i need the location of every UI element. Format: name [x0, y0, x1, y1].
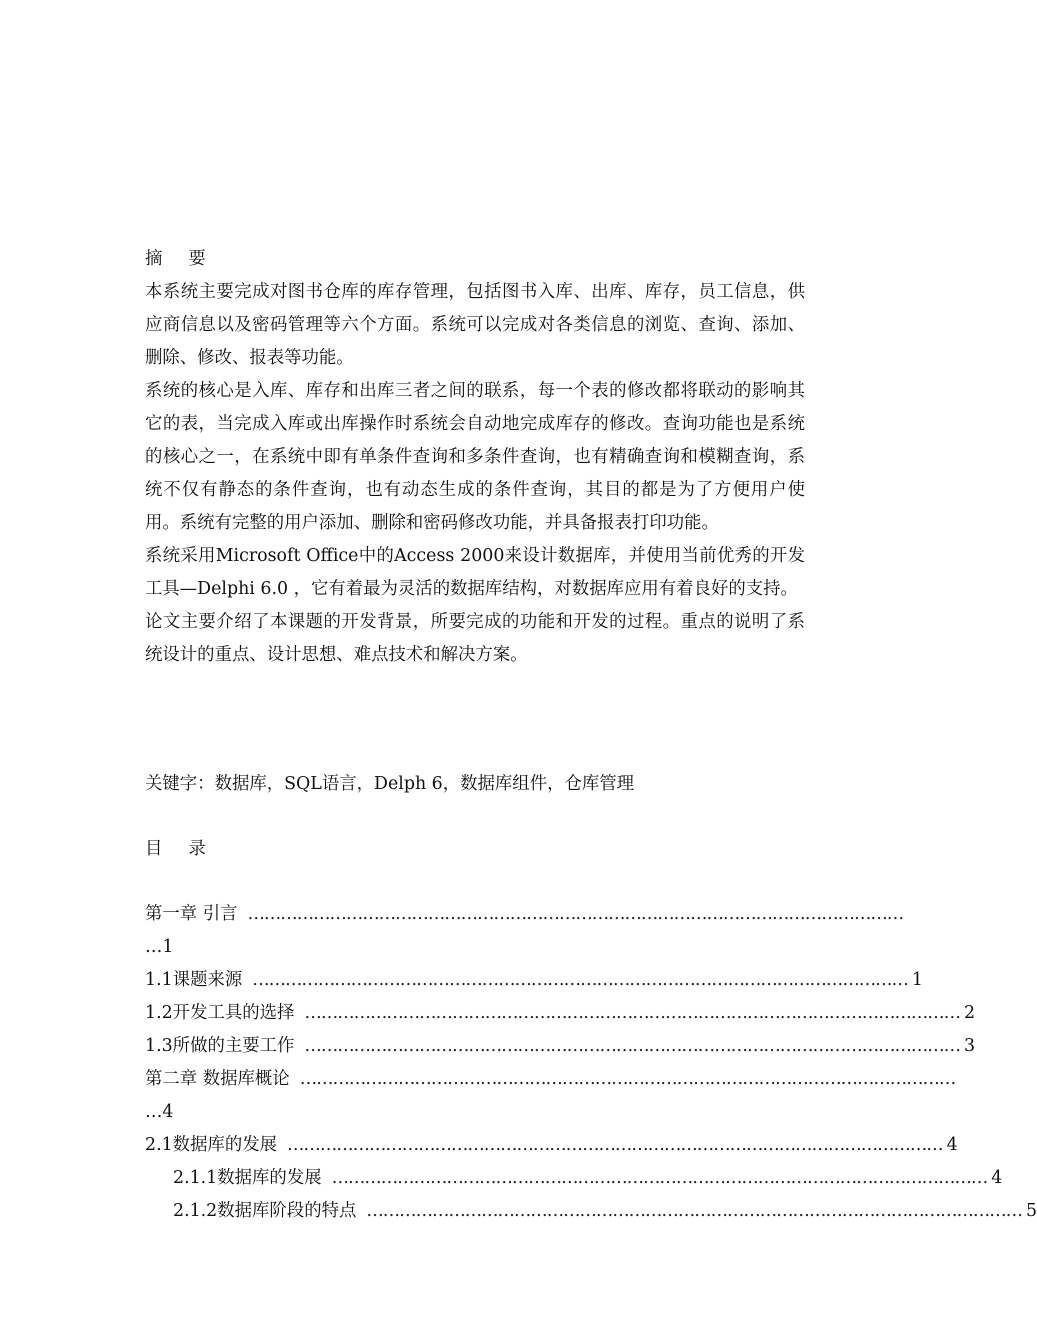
toc-entry-number: 第二章 — [145, 1069, 198, 1089]
toc-leader-dots: ………………………………………………………………………………………………………… — [304, 1036, 961, 1056]
toc-entry-1-2[interactable] — [145, 997, 976, 1030]
toc-entry-number: 2.1.2 — [173, 1201, 218, 1221]
toc-heading-char-1: 目 — [145, 839, 163, 859]
toc-entry-page: 1 — [911, 970, 923, 990]
toc-entry-number: 1.1 — [145, 970, 173, 990]
toc-entry-number: 第一章 — [145, 904, 198, 924]
abstract-paragraph-1: 本系统主要完成对图书仓库的库存管理，包括图书入库、出库、库存，员工信息，供应商信息以及密码管理等六个方面。系统可以完成对各类信息的浏览、查询、添加、删除、修改、报表等功能。 — [145, 282, 805, 368]
toc-entry-1-1[interactable] — [145, 964, 923, 997]
toc-entry-page: 4 — [991, 1168, 1003, 1188]
toc-entry-page: 1 — [162, 937, 174, 957]
toc-leader-dots: ………………………………………………………………………………………………………… — [247, 904, 904, 924]
toc-entry-page: 3 — [964, 1036, 976, 1056]
abstract-heading-char-1: 摘 — [145, 249, 163, 269]
toc-entry-page: 4 — [946, 1135, 958, 1155]
toc-entry-title: 数据库的发展 — [217, 1168, 322, 1188]
keywords-line: 关键字：数据库，SQL语言，Delph 6，数据库组件，仓库管理 — [145, 774, 635, 794]
table-of-contents — [145, 898, 1037, 1228]
toc-leader-dots: ………………………………………………………………………………………………………… — [287, 1135, 943, 1155]
toc-entry-page: 5 — [1026, 1201, 1037, 1221]
abstract-paragraph-3: 系统采用Microsoft Office中的Access 2000来设计数据库，并使用当前优秀的开发工具—Delphi 6.0 ，它有着最为灵活的数据库结构，对数据库应用有着良好的支持。 — [145, 546, 805, 599]
toc-leader-dots: ………………………………………………………………………………………………………… — [252, 970, 908, 990]
toc-entry-number: 1.2 — [145, 1003, 173, 1023]
toc-entry-title: 数据库概论 — [202, 1069, 290, 1089]
toc-entry-number: 2.1.1 — [173, 1168, 218, 1188]
toc-entry-title: 课题来源 — [172, 970, 243, 990]
toc-leader-dots: ………………………………………………………………………………………………………… — [366, 1201, 1023, 1221]
abstract-paragraph-4: 论文主要介绍了本课题的开发背景，所要完成的功能和开发的过程。重点的说明了系统设计的重点、设计思想、难点技术和解决方案。 — [145, 612, 805, 665]
toc-leader-dots: ………………………………………………………………………………………………………… — [331, 1168, 988, 1188]
toc-entry-page: 2 — [964, 1003, 976, 1023]
abstract-heading-char-2: 要 — [188, 249, 206, 269]
toc-entry-title: 数据库阶段的特点 — [217, 1201, 357, 1221]
abstract-heading — [145, 243, 805, 276]
toc-entry-page: 4 — [162, 1102, 174, 1122]
toc-entry-2-1-1[interactable] — [145, 1162, 1003, 1195]
toc-entry-title: 所做的主要工作 — [172, 1036, 295, 1056]
toc-leader-dots: ………………………………………………………………………………………………………… — [299, 1069, 956, 1089]
toc-entry-2-1-2[interactable] — [145, 1195, 1037, 1228]
toc-entry-title: 引言 — [202, 904, 238, 924]
toc-heading-char-2: 录 — [188, 839, 206, 859]
toc-entry-1-3[interactable] — [145, 1030, 976, 1063]
toc-entry-chapter-2-page-line: …4 — [145, 1102, 174, 1122]
toc-entry-chapter-2[interactable] — [145, 1063, 956, 1096]
toc-entry-title: 数据库的发展 — [172, 1135, 278, 1155]
toc-heading — [145, 833, 805, 866]
toc-entry-2-1[interactable] — [145, 1129, 958, 1162]
toc-entry-number: 1.3 — [145, 1036, 173, 1056]
toc-entry-chapter-1-page-line: …1 — [145, 937, 174, 957]
toc-entry-title: 开发工具的选择 — [172, 1003, 295, 1023]
abstract-body — [145, 276, 805, 672]
toc-leader-dots: ………………………………………………………………………………………………………… — [304, 1003, 961, 1023]
toc-entry-number: 2.1 — [145, 1135, 173, 1155]
abstract-paragraph-2: 系统的核心是入库、库存和出库三者之间的联系，每一个表的修改都将联动的影响其它的表，当完成入库或出库操作时系统会自动地完成库存的修改。查询功能也是系统的核心之一，在系统中即有单条件查询和多条件查询，也有精确查询和模糊查询，系统不仅有静态的条件查询，也有动态生成的条件查询，其目的都是为了方便用户使用。系统有完整的用户添加、删除和密码修改功能，并具备报表打印功能。 — [145, 381, 805, 533]
toc-entry-chapter-1[interactable] — [145, 898, 904, 931]
